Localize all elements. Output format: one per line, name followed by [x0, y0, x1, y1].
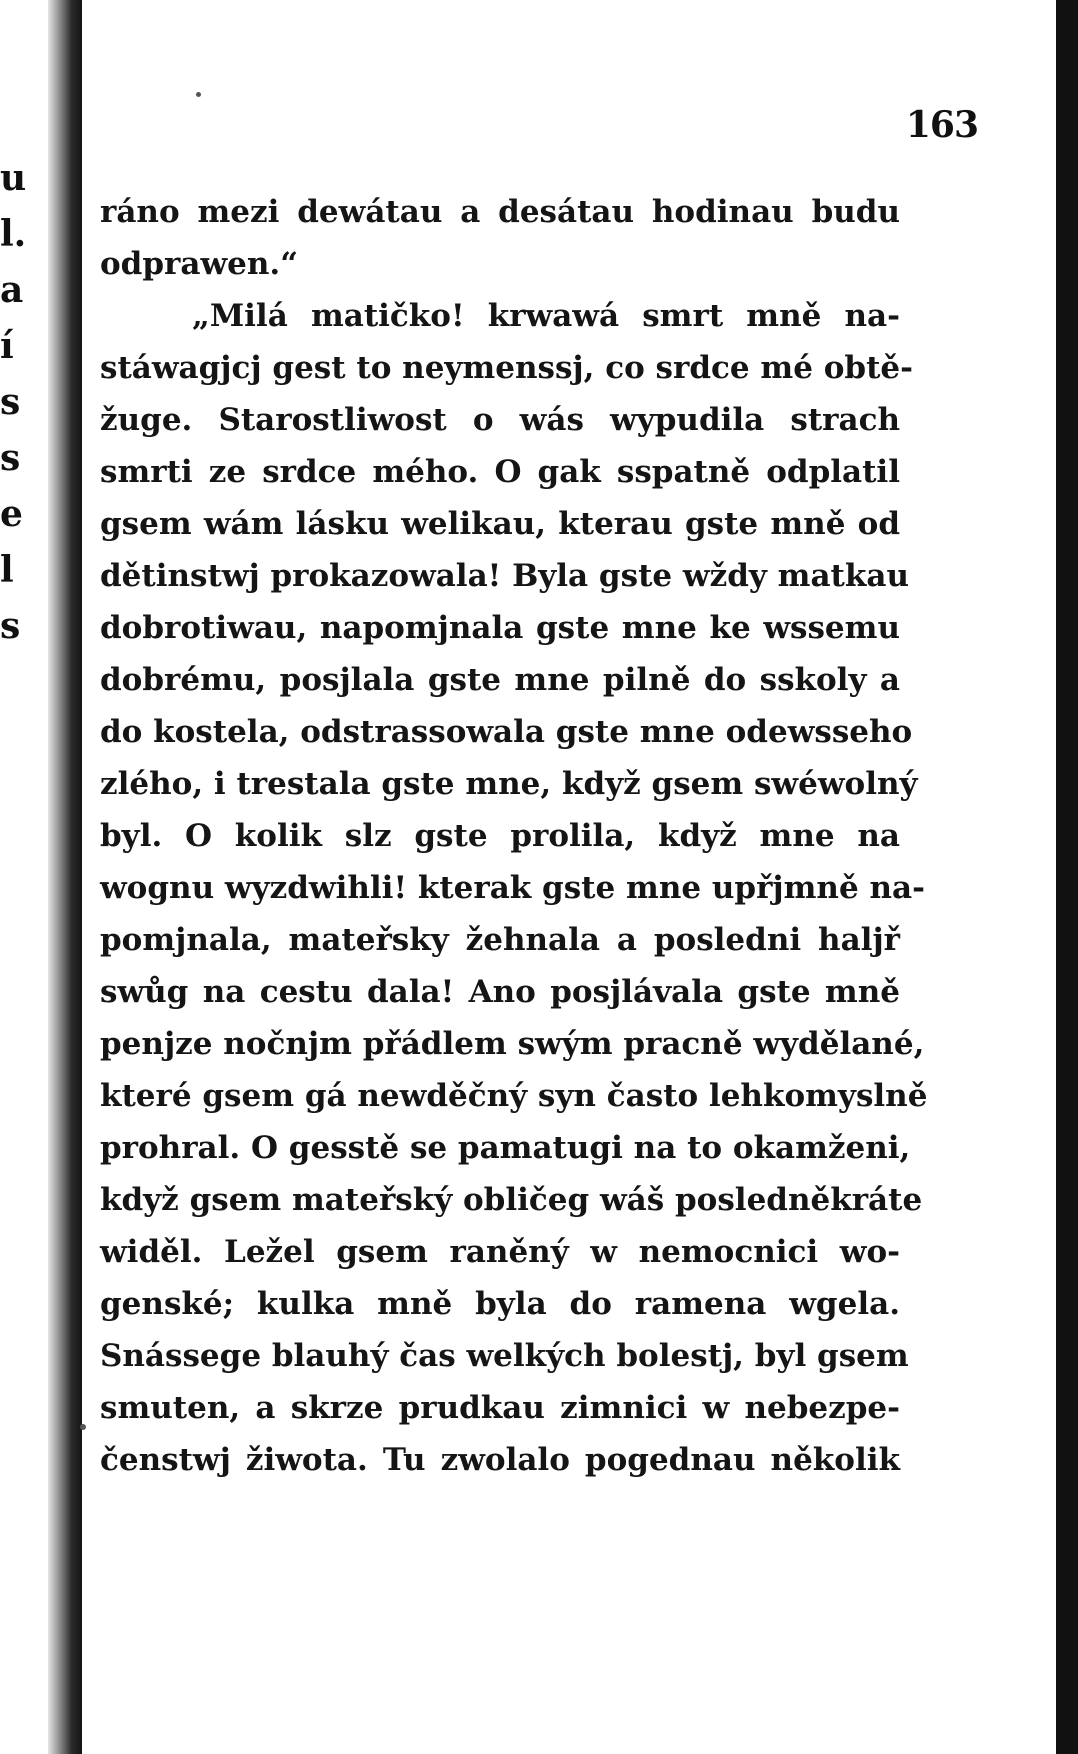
text-line: widěl. Ležel gsem raněný w nemocnici wo‑	[100, 1234, 900, 1270]
fragment-text: l.	[0, 213, 27, 255]
text-line: dobrému, posjlala gste mne pilně do sskoly a	[100, 662, 900, 698]
text-line: wognu wyzdwihli! kterak gste mne upřjmně na‑	[100, 870, 925, 906]
fragment-text: í	[0, 325, 14, 367]
fragment-text: s	[0, 605, 21, 647]
page-number: 163	[905, 104, 978, 146]
previous-page-fragments	[0, 150, 44, 654]
book-gutter	[48, 0, 82, 1754]
text-line: pomjnala, mateřsky žehnala a posledni haljř	[100, 922, 900, 958]
text-line: byl. O kolik slz gste prolila, když mne na	[100, 818, 900, 854]
text-line: zlého, i trestala gste mne, když gsem swéwolný	[100, 766, 918, 802]
text-line: které gsem gá newděčný syn často lehkomyslně	[100, 1078, 928, 1114]
fragment-text: e	[0, 493, 23, 535]
text-line: ráno mezi dewátau a desátau hodinau budu	[100, 194, 900, 230]
fragment-text: s	[0, 381, 21, 423]
fragment-text: u	[0, 157, 27, 199]
text-line: když gsem mateřský obličeg wáš posledněkráte	[100, 1182, 923, 1218]
text-line: Snássege blauhý čas welkých bolestj, byl gsem	[100, 1338, 909, 1374]
text-line: odprawen.“	[100, 246, 299, 282]
text-line: smuten, a skrze prudkau zimnici w nebezpe‑	[100, 1390, 900, 1426]
fragment-text: l	[0, 549, 14, 591]
book-page	[84, 0, 1056, 1754]
text-line: stáwagjcj gest to neymenssj, co srdce mé obtě‑	[100, 350, 913, 386]
text-line: penjze nočnjm přádlem swým pracně wydělané,	[100, 1026, 925, 1062]
text-line: žuge. Starostliwost o wás wypudila strach	[100, 402, 900, 438]
text-line: gsem wám lásku welikau, kterau gste mně od	[100, 506, 900, 542]
body-text	[100, 186, 928, 1486]
text-line: swůg na cestu dala! Ano posjlávala gste mně	[100, 974, 900, 1010]
text-line: genské; kulka mně byla do ramena wgela.	[100, 1286, 900, 1322]
text-line: čenstwj žiwota. Tu zwolalo pogednau několik	[100, 1442, 900, 1478]
fragment-text: a	[0, 269, 24, 311]
text-line: dětinstwj prokazowala! Byla gste wždy matkau	[100, 558, 909, 594]
text-line: smrti ze srdce mého. O gak sspatně odplatil	[100, 454, 900, 490]
ink-speck	[80, 1424, 86, 1430]
scan-border	[1056, 0, 1078, 1754]
ink-speck	[196, 92, 201, 97]
text-line: „Milá matičko! krwawá smrt mně na‑	[192, 298, 900, 334]
text-line: do kostela, odstrassowala gste mne odewsseho	[100, 714, 913, 750]
fragment-text: s	[0, 437, 21, 479]
text-line: prohral. O gesstě se pamatugi na to okamženi,	[100, 1130, 911, 1166]
text-line: dobrotiwau, napomjnala gste mne ke wssemu	[100, 610, 900, 646]
